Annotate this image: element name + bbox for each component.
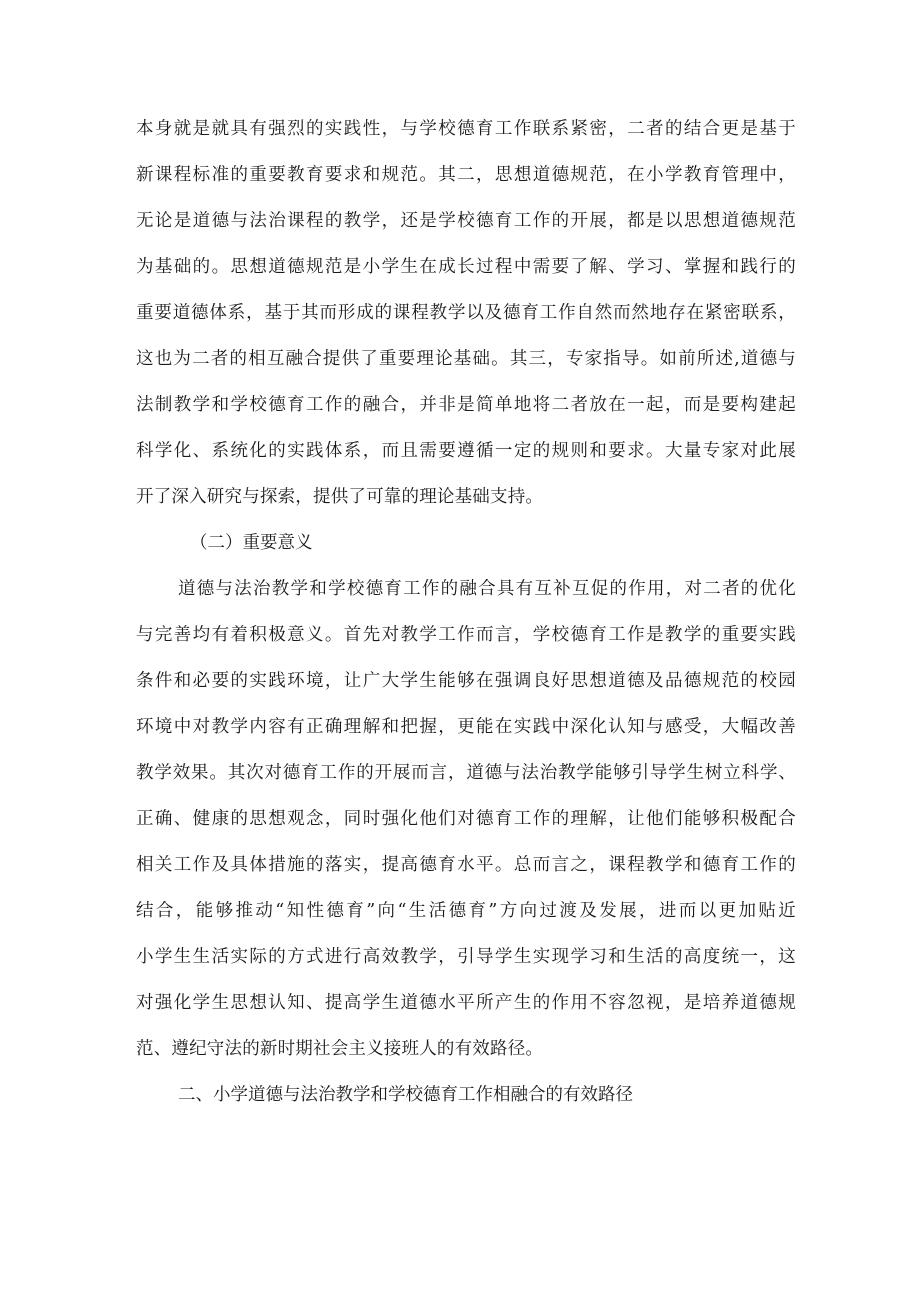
paragraph-line: 环境中对教学内容有正确理解和把握，更能在实践中深化认知与感受，大幅改善 (136, 717, 796, 737)
paragraph-line: 范、遵纪守法的新时期社会主义接班人的有效路径。 (136, 1039, 544, 1059)
paragraph-line: 条件和必要的实践环境，让广大学生能够在强调良好思想道德及品德规范的校园 (136, 671, 796, 691)
paragraph-line: 科学化、系统化的实践体系，而且需要遵循一定的规则和要求。大量专家对此展 (136, 441, 796, 461)
paragraph-line: 对强化学生思想认知、提高学生道德水平所产生的作用不容忽视，是培养道德规 (136, 993, 796, 1013)
paragraph-line: 法制教学和学校德育工作的融合，并非是简单地将二者放在一起，而是要构建起 (136, 395, 796, 415)
paragraph-line: 道德与法治教学和学校德育工作的融合具有互补互促的作用，对二者的优化 (178, 579, 796, 599)
paragraph-line: 这也为二者的相互融合提供了重要理论基础。其三，专家指导。如前所述,道德与 (136, 349, 796, 369)
paragraph-line: 为基础的。思想道德规范是小学生在成长过程中需要了解、学习、掌握和践行的 (136, 257, 796, 277)
paragraph-line: 教学效果。其次对德育工作的开展而言，道德与法治教学能够引导学生树立科学、 (136, 763, 796, 783)
paragraph-line: 无论是道德与法治课程的教学，还是学校德育工作的开展，都是以思想道德规范 (136, 211, 796, 231)
paragraph-line: 结合，能够推动“知性德育”向“生活德育”方向过渡及发展，进而以更加贴近 (136, 901, 796, 921)
section-heading: 二、小学道德与法治教学和学校德育工作相融合的有效路径 (178, 1085, 633, 1105)
paragraph-line: 小学生生活实际的方式进行高效教学，引导学生实现学习和生活的高度统一，这 (136, 947, 796, 967)
paragraph-line: 与完善均有着积极意义。首先对教学工作而言，学校德育工作是教学的重要实践 (136, 625, 796, 645)
paragraph-line: 本身就是就具有强烈的实践性，与学校德育工作联系紧密，二者的结合更是基于 (136, 119, 796, 139)
subheading: （二）重要意义 (190, 533, 313, 553)
paragraph-line: 相关工作及具体措施的落实，提高德育水平。总而言之，课程教学和德育工作的 (136, 855, 796, 875)
paragraph-line: 新课程标准的重要教育要求和规范。其二，思想道德规范，在小学教育管理中， (136, 165, 796, 185)
paragraph-line: 正确、健康的思想观念，同时强化他们对德育工作的理解，让他们能够积极配合 (136, 809, 796, 829)
paragraph-line: 重要道德体系，基于其而形成的课程教学以及德育工作自然而然地存在紧密联系， (136, 303, 796, 323)
paragraph-line: 开了深入研究与探索，提供了可靠的理论基础支持。 (136, 487, 544, 507)
